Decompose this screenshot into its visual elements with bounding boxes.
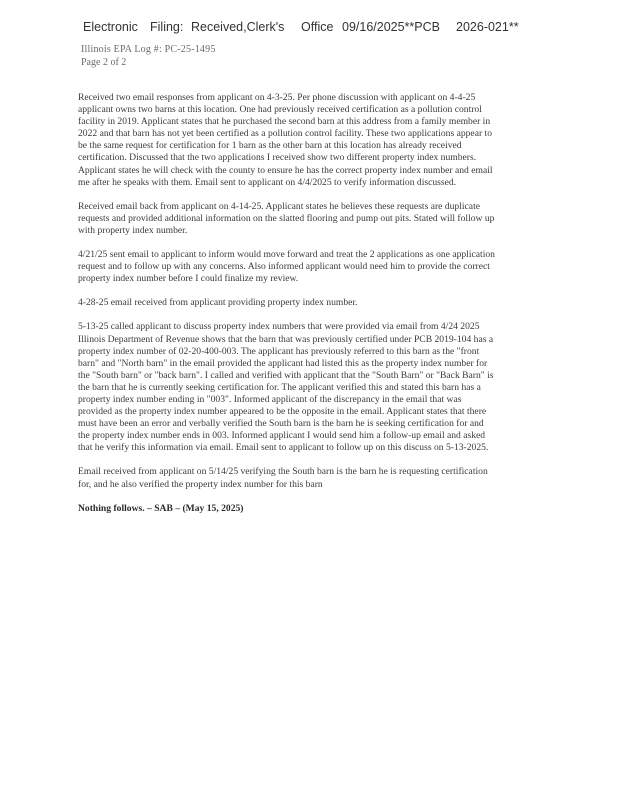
paragraph: 5-13-25 called applicant to discuss property index numbers that were provided via email from 4/24 2025 Illinois Department of Revenue shows that the barn that was previously certified under PCB 2019-104 has a property index number of 02-20-400-003. The applicant has previously referred to this barn as the "front barn" and "North barn" in the email provided the applicant had listed this as the property index number for the "South barn" or "back barn". I called and verified with applicant that the "South Barn" or "Back Barn" is the barn that he is currently seeking certification for. The applicant verified this and stated this barn has a property index number ending in "003". Informed applicant of the discrepancy in the email that was provided as the property index number appeared to be the opposite in the email. Applicant states that there must have been an error and verbally verified the South barn is the barn he is seeking certification for and the property index number ends in 003. Informed applicant I would send him a follow-up email and asked that he verify this information via email. Email sent to applicant to follow up on this discuss on 5-13-2025. <box>78 321 494 454</box>
document-body <box>78 92 496 527</box>
stamp-filing: Filing: <box>150 20 184 34</box>
paragraph: 4/21/25 sent email to applicant to inform would move forward and treat the 2 applications as one application request and to follow up with any concerns. Also informed applicant would need him to provide the correct property index number before I could finalize my review. <box>78 249 495 285</box>
paragraph: Received email back from applicant on 4-14-25. Applicant states he believes these requests are duplicate requests and provided additional information on the slatted flooring and pump out pits. Stated will follow up with property index number. <box>78 200 495 236</box>
stamp-office: Office <box>301 20 334 34</box>
paragraph: Received two email responses from applicant on 4-3-25. Per phone discussion with applicant on 4-4-25 applicant owns two barns at this location. One had previously received certification as a pollution control facility in 2019. Applicant states that he purchased the second barn at this address from a family member in 2022 and that barn has not yet been certified as a pollution control facility. These two applications appear to be the same request for certification for 1 barn as the other barn at this location has already received certification. Discussed that the two applications I received show two different property index numbers. Applicant states he will check with the county to ensure he has the correct property index number and email me after he speaks with them. Email sent to applicant on 4/4/2025 to verify information discussed. <box>78 92 493 188</box>
log-number: Illinois EPA Log #: PC-25-1495 <box>81 44 216 55</box>
stamp-received: Received,Clerk's <box>191 20 285 34</box>
paragraph: Email received from applicant on 5/14/25 verifying the South barn is the barn he is requesting certification for, and he also verified the property index number for this barn <box>78 466 488 490</box>
paragraph: 4-28-25 email received from applicant providing property index number. <box>78 297 358 309</box>
stamp-date: 09/16/2025**PCB <box>342 20 440 34</box>
page-number: Page 2 of 2 <box>81 57 127 68</box>
stamp-electronic: Electronic <box>83 20 138 34</box>
signature-line: Nothing follows. – SAB – (May 15, 2025) <box>78 502 244 514</box>
filing-stamp-header <box>83 20 583 34</box>
stamp-case-number: 2026-021** <box>456 20 519 34</box>
